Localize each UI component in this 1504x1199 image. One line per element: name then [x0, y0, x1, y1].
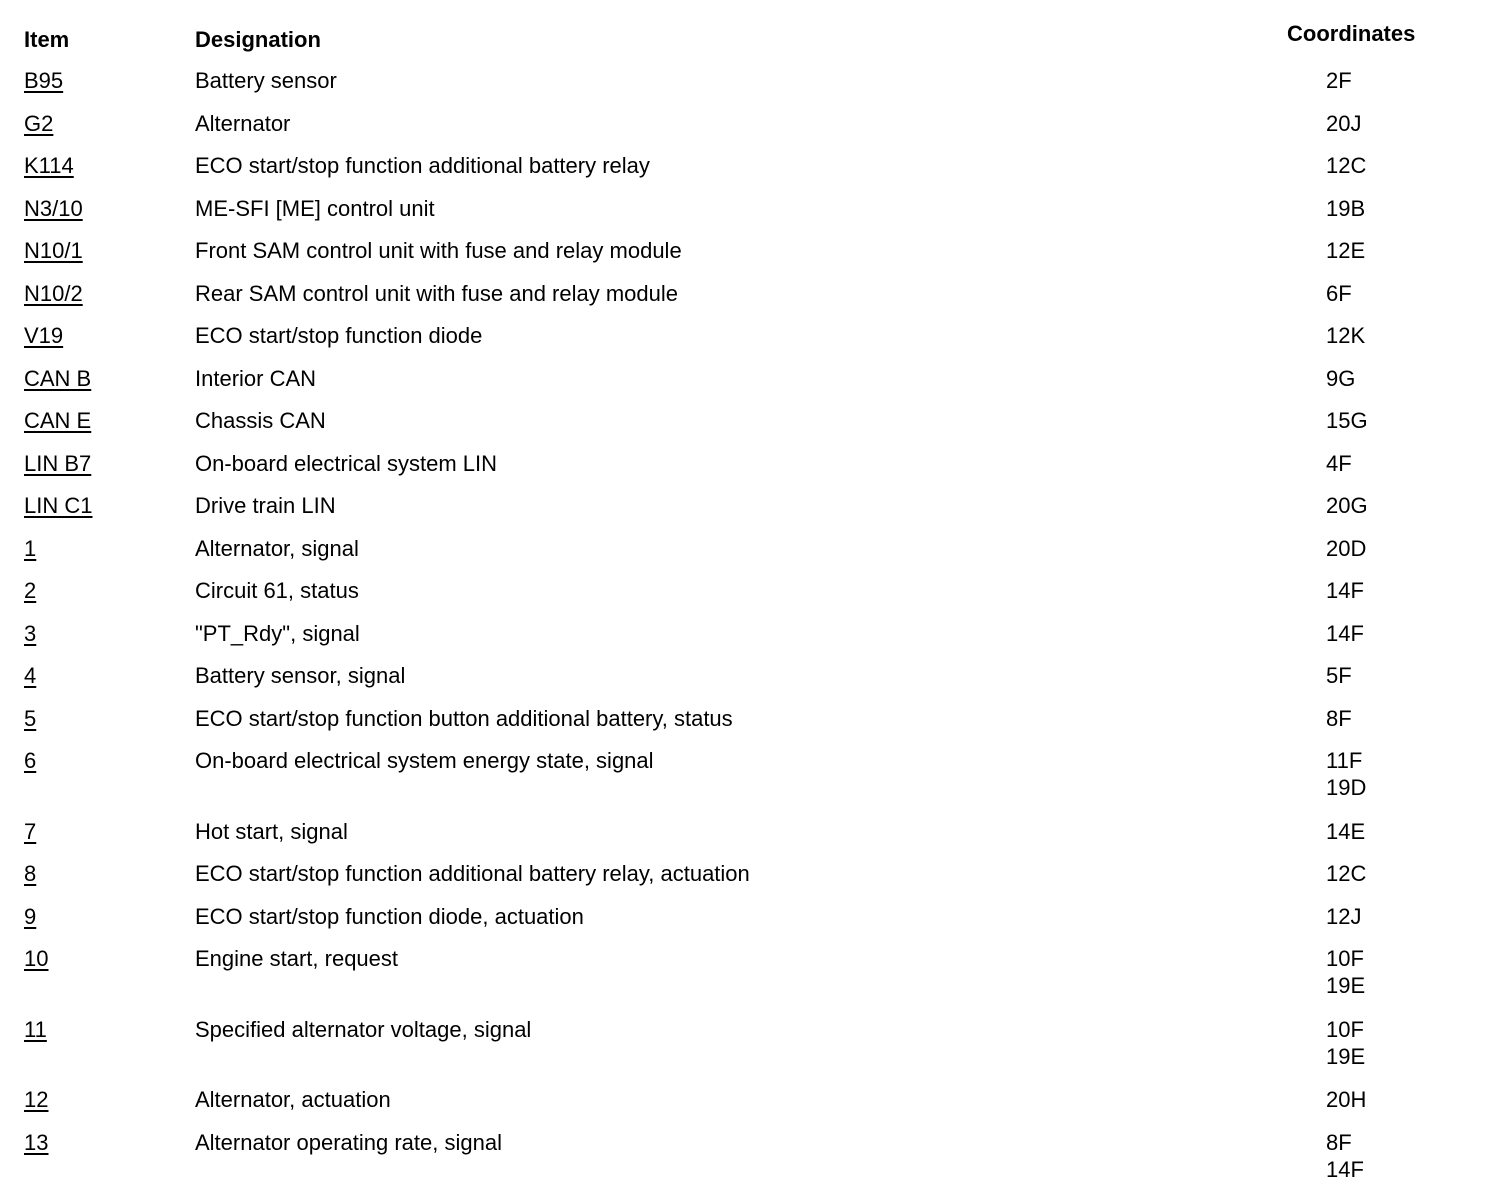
table-row: [0, 903, 1504, 946]
table-row: [0, 662, 1504, 705]
designation-text: ECO start/stop function diode: [195, 322, 482, 349]
coordinates-cell: [1326, 152, 1366, 179]
coordinate-value: 19B: [1326, 195, 1365, 222]
coordinates-cell: [1326, 492, 1368, 519]
coordinate-value: 14F: [1326, 1156, 1364, 1183]
coordinate-value: 12C: [1326, 860, 1366, 887]
table-row: [0, 407, 1504, 450]
item-link[interactable]: CAN E: [24, 407, 91, 434]
coordinate-value: 6F: [1326, 280, 1352, 307]
coordinates-cell: [1326, 365, 1355, 392]
designation-text: Drive train LIN: [195, 492, 336, 519]
table-row: [0, 747, 1504, 818]
designation-text: ECO start/stop function additional battery relay, actuation: [195, 860, 750, 887]
coordinate-value: 8F: [1326, 1129, 1364, 1156]
item-link[interactable]: G2: [24, 110, 53, 137]
table-row: [0, 237, 1504, 280]
coordinates-cell: [1326, 450, 1352, 477]
coordinate-value: 4F: [1326, 450, 1352, 477]
item-link[interactable]: 3: [24, 620, 36, 647]
coordinate-value: 19D: [1326, 774, 1366, 801]
coordinate-value: 5F: [1326, 662, 1352, 689]
designation-text: Circuit 61, status: [195, 577, 359, 604]
coordinates-cell: [1326, 1016, 1365, 1070]
table-row: [0, 492, 1504, 535]
table-row: [0, 1129, 1504, 1199]
coordinates-cell: [1326, 577, 1364, 604]
coordinate-value: 14F: [1326, 577, 1364, 604]
coordinates-cell: [1326, 662, 1352, 689]
coordinates-cell: [1326, 280, 1352, 307]
item-link[interactable]: LIN B7: [24, 450, 91, 477]
coordinate-value: 20H: [1326, 1086, 1366, 1113]
designation-text: ME-SFI [ME] control unit: [195, 195, 435, 222]
table-row: [0, 705, 1504, 748]
table-row: [0, 860, 1504, 903]
coordinates-cell: [1326, 818, 1365, 845]
coordinates-cell: [1326, 535, 1366, 562]
item-link[interactable]: 9: [24, 903, 36, 930]
designation-text: ECO start/stop function additional battery relay: [195, 152, 650, 179]
item-link[interactable]: 10: [24, 945, 48, 972]
item-link[interactable]: K114: [24, 152, 74, 179]
coordinates-cell: [1326, 620, 1364, 647]
coordinate-value: 12K: [1326, 322, 1365, 349]
designation-text: Rear SAM control unit with fuse and relay module: [195, 280, 678, 307]
item-link[interactable]: 12: [24, 1086, 48, 1113]
item-link[interactable]: N3/10: [24, 195, 83, 222]
designation-text: Battery sensor, signal: [195, 662, 405, 689]
item-link[interactable]: 1: [24, 535, 36, 562]
designation-text: On-board electrical system LIN: [195, 450, 497, 477]
coordinates-cell: [1326, 1086, 1366, 1113]
column-header-coordinates: Coordinates: [1287, 21, 1415, 47]
coordinate-value: 20J: [1326, 110, 1361, 137]
designation-text: ECO start/stop function button additional battery, status: [195, 705, 733, 732]
designation-text: Alternator: [195, 110, 290, 137]
designation-text: Alternator, signal: [195, 535, 359, 562]
coordinates-cell: [1326, 705, 1352, 732]
designation-text: Hot start, signal: [195, 818, 348, 845]
coordinate-value: 14E: [1326, 818, 1365, 845]
designation-text: Chassis CAN: [195, 407, 326, 434]
table-row: [0, 280, 1504, 323]
coordinates-cell: [1326, 195, 1365, 222]
column-header-item: Item: [24, 27, 69, 53]
table-row: [0, 945, 1504, 1016]
table-row: [0, 818, 1504, 861]
coordinates-cell: [1326, 860, 1366, 887]
coordinates-cell: [1326, 110, 1361, 137]
coordinate-value: 2F: [1326, 67, 1352, 94]
table-row: [0, 365, 1504, 408]
item-link[interactable]: 2: [24, 577, 36, 604]
coordinate-value: 10F: [1326, 1016, 1365, 1043]
item-link[interactable]: 7: [24, 818, 36, 845]
designation-text: Front SAM control unit with fuse and relay module: [195, 237, 682, 264]
item-link[interactable]: N10/1: [24, 237, 83, 264]
item-link[interactable]: 8: [24, 860, 36, 887]
item-link[interactable]: V19: [24, 322, 63, 349]
table-row: [0, 152, 1504, 195]
item-link[interactable]: N10/2: [24, 280, 83, 307]
designation-text: Specified alternator voltage, signal: [195, 1016, 531, 1043]
table-row: [0, 322, 1504, 365]
item-link[interactable]: 5: [24, 705, 36, 732]
coordinate-value: 12J: [1326, 903, 1361, 930]
designation-text: Engine start, request: [195, 945, 398, 972]
column-header-designation: Designation: [195, 27, 321, 53]
coordinates-cell: [1326, 237, 1365, 264]
coordinates-cell: [1326, 945, 1365, 999]
table-row: [0, 577, 1504, 620]
coordinates-cell: [1326, 407, 1368, 434]
item-link[interactable]: 6: [24, 747, 36, 774]
coordinates-cell: [1326, 747, 1366, 801]
item-link[interactable]: 4: [24, 662, 36, 689]
item-link[interactable]: CAN B: [24, 365, 91, 392]
coordinates-cell: [1326, 322, 1365, 349]
item-link[interactable]: LIN C1: [24, 492, 92, 519]
table-row: [0, 110, 1504, 153]
coordinate-value: 12C: [1326, 152, 1366, 179]
designation-text: Alternator, actuation: [195, 1086, 391, 1113]
table-header: [0, 0, 1504, 70]
coordinate-value: 11F: [1326, 747, 1366, 774]
designation-text: Interior CAN: [195, 365, 316, 392]
coordinates-cell: [1326, 903, 1361, 930]
coordinate-value: 9G: [1326, 365, 1355, 392]
coordinate-value: 14F: [1326, 620, 1364, 647]
table-row: [0, 195, 1504, 238]
legend-table: [0, 67, 1504, 1199]
designation-text: Alternator operating rate, signal: [195, 1129, 502, 1156]
designation-text: On-board electrical system energy state, signal: [195, 747, 654, 774]
table-row: [0, 1016, 1504, 1087]
table-row: [0, 450, 1504, 493]
table-row: [0, 620, 1504, 663]
coordinate-value: 12E: [1326, 237, 1365, 264]
coordinate-value: 20G: [1326, 492, 1368, 519]
item-link[interactable]: 11: [24, 1016, 47, 1043]
item-link[interactable]: B95: [24, 67, 63, 94]
coordinate-value: 20D: [1326, 535, 1366, 562]
coordinate-value: 10F: [1326, 945, 1365, 972]
table-row: [0, 535, 1504, 578]
table-row: [0, 1086, 1504, 1129]
coordinates-cell: [1326, 1129, 1364, 1183]
coordinate-value: 19E: [1326, 1043, 1365, 1070]
coordinates-cell: [1326, 67, 1352, 94]
designation-text: "PT_Rdy", signal: [195, 620, 360, 647]
coordinate-value: 8F: [1326, 705, 1352, 732]
coordinate-value: 15G: [1326, 407, 1368, 434]
item-link[interactable]: 13: [24, 1129, 48, 1156]
designation-text: ECO start/stop function diode, actuation: [195, 903, 584, 930]
coordinate-value: 19E: [1326, 972, 1365, 999]
table-row: [0, 67, 1504, 110]
designation-text: Battery sensor: [195, 67, 337, 94]
